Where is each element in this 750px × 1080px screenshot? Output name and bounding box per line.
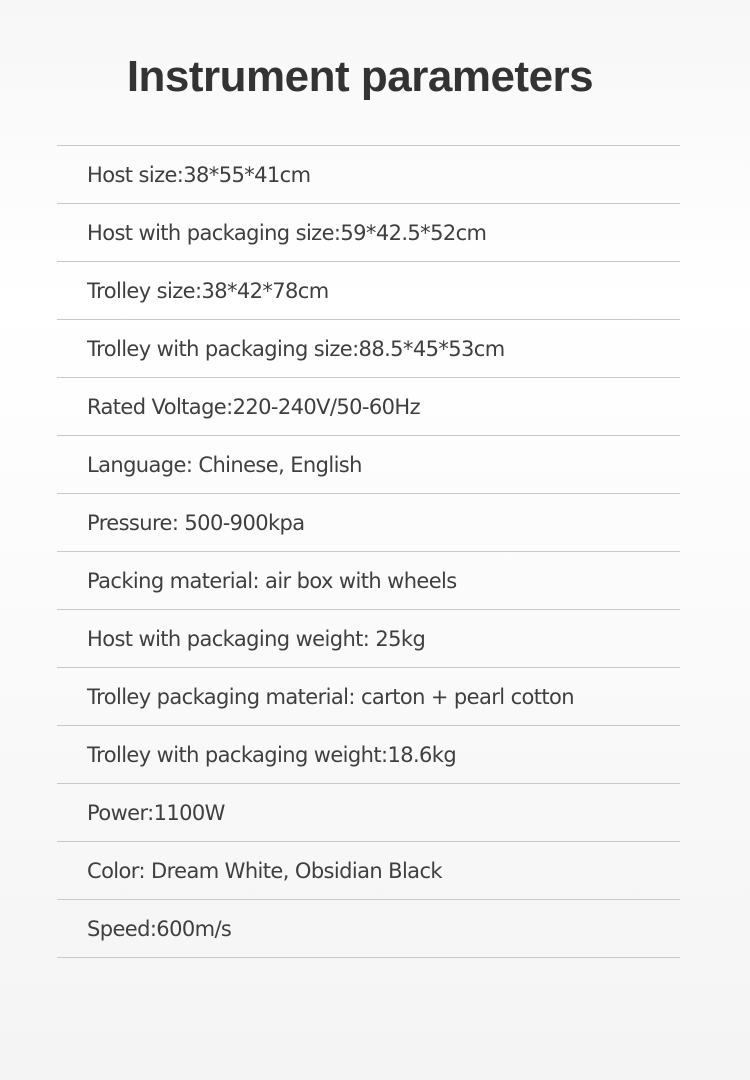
parameter-row (57, 900, 680, 958)
parameter-row (57, 204, 680, 262)
parameter-row (57, 320, 680, 378)
parameter-row (57, 146, 680, 204)
parameter-host-packaging-weight: Host with packaging weight: 25kg (87, 626, 426, 651)
parameter-pressure: Pressure: 500-900kpa (87, 510, 305, 535)
parameter-row (57, 378, 680, 436)
parameter-trolley-packaging-size: Trolley with packaging size:88.5*45*53cm (87, 336, 505, 361)
parameter-row (57, 668, 680, 726)
parameter-row (57, 842, 680, 900)
parameter-color: Color: Dream White, Obsidian Black (87, 858, 442, 883)
parameter-row (57, 494, 680, 552)
parameter-row (57, 610, 680, 668)
parameter-row (57, 726, 680, 784)
parameter-row (57, 784, 680, 842)
parameter-trolley-packaging-weight: Trolley with packaging weight:18.6kg (87, 742, 457, 767)
parameter-speed: Speed:600m/s (87, 916, 232, 941)
parameter-row (57, 436, 680, 494)
parameter-rated-voltage: Rated Voltage:220-240V/50-60Hz (87, 394, 421, 419)
parameter-power: Power:1100W (87, 800, 225, 825)
parameter-host-size: Host size:38*55*41cm (87, 162, 311, 187)
parameter-trolley-packaging-material: Trolley packaging material: carton + pearl cotton (87, 684, 575, 709)
parameter-list (57, 145, 680, 958)
parameter-language: Language: Chinese, English (87, 452, 362, 477)
parameter-host-packaging-size: Host with packaging size:59*42.5*52cm (87, 220, 487, 245)
parameter-row (57, 262, 680, 320)
page-title: Instrument parameters (126, 52, 594, 101)
parameter-row (57, 552, 680, 610)
parameter-trolley-size: Trolley size:38*42*78cm (87, 278, 329, 303)
parameter-packing-material: Packing material: air box with wheels (87, 568, 457, 593)
